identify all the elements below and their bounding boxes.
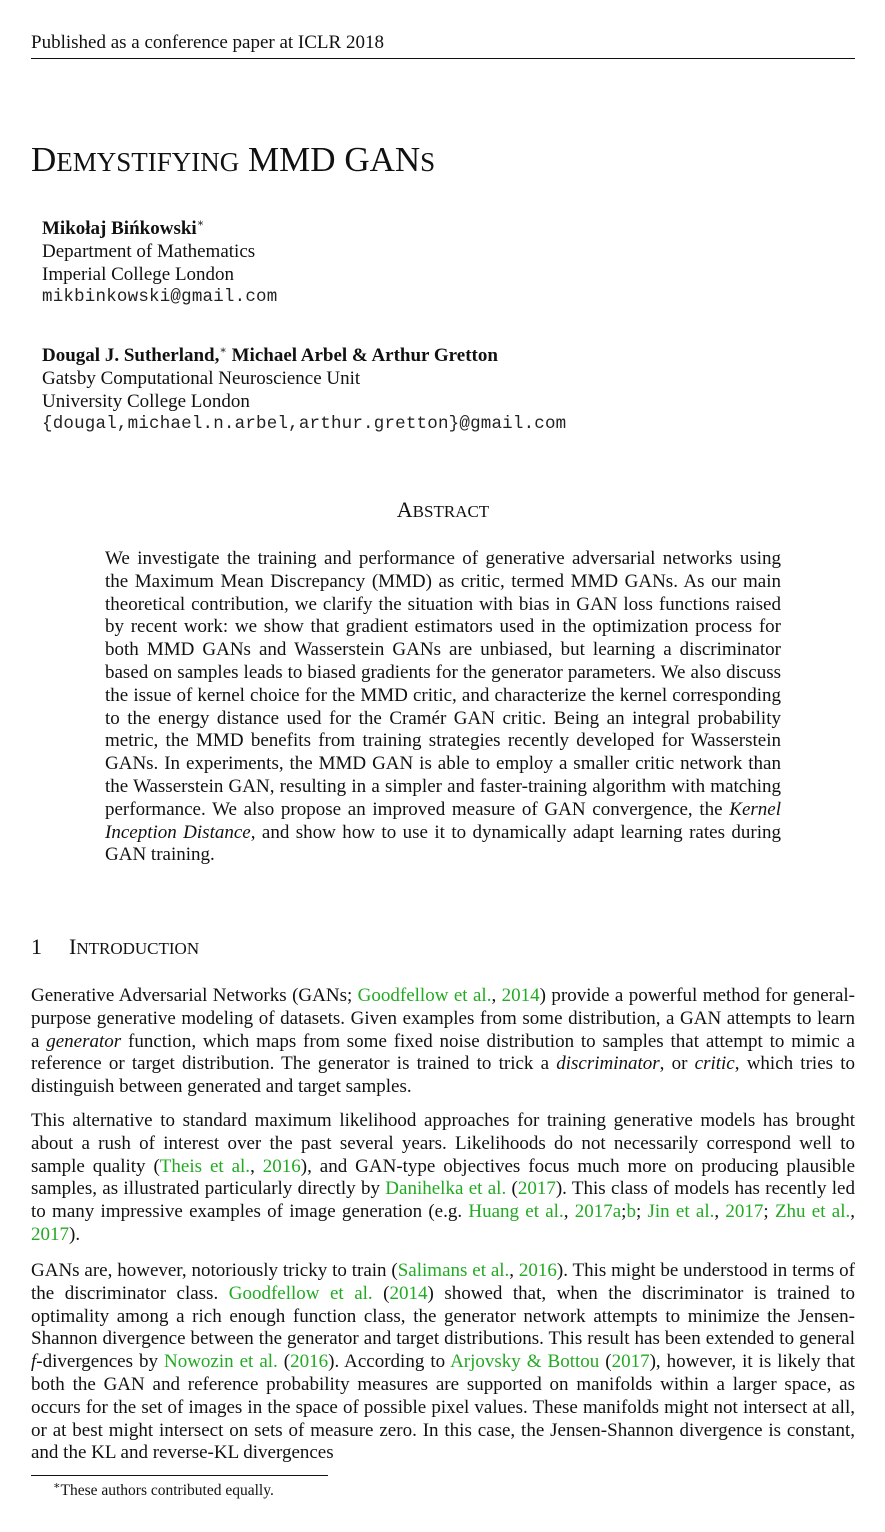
- citation-link[interactable]: 2016: [518, 1260, 557, 1281]
- text-span: (: [599, 1351, 612, 1373]
- abstract-span: , and show how to use it to dynamically adapt learning rates during GAN training.: [105, 821, 781, 866]
- text-span: (: [506, 1178, 518, 1200]
- text-span: This alternative to standard maximum likelihood approaches for training generative models has brought about a rush of interest over the past several years. Likelihoods do not necessarily correspond well to sample quality (: [31, 1110, 855, 1177]
- citation-link[interactable]: Salimans et al.: [397, 1260, 510, 1281]
- affiliation-line: Department of Mathematics: [42, 241, 256, 262]
- citation-link[interactable]: Goodfellow et al.: [228, 1282, 373, 1304]
- text-span: ;: [635, 1201, 648, 1223]
- author-email[interactable]: mikbinkowski@gmail.com: [42, 287, 278, 307]
- affiliation-line: Imperial College London: [42, 264, 235, 285]
- emphasis: discriminator: [556, 1053, 660, 1075]
- text-span: ). According to: [328, 1351, 451, 1373]
- citation-link[interactable]: 2017: [517, 1178, 556, 1200]
- footnote-rule: [31, 1475, 328, 1476]
- text-span: , or: [659, 1053, 695, 1075]
- affiliation-line: University College London: [42, 391, 250, 412]
- citation-link[interactable]: 2016: [290, 1351, 329, 1373]
- text-span: ). This class of models has recently led to many impressive examples of image generation (e.g.: [31, 1178, 855, 1223]
- emphasis: generator: [46, 1030, 122, 1052]
- text-span: ,: [250, 1155, 263, 1177]
- section-heading-introduction: [31, 933, 199, 963]
- text-span: ) showed that, when the discriminator is trained to optimality among a rich enough function class, the generator network attempts to minimize the Jensen-Shannon divergence between the generator and target distributions. This result has been extended to general: [31, 1282, 856, 1350]
- text-span: ). This might be understood in terms of the discriminator class.: [31, 1260, 855, 1304]
- text-span: function, which maps from some fixed noise distribution to samples that attempt to mimic a reference or target distribution. The generator is trained to trick a: [31, 1030, 855, 1075]
- citation-link[interactable]: Danihelka et al.: [385, 1178, 507, 1200]
- text-span: (: [277, 1351, 291, 1373]
- text-span: ,: [509, 1260, 519, 1281]
- intro-paragraph-1: [31, 985, 855, 1099]
- text-span: ).: [69, 1223, 81, 1245]
- citation-link[interactable]: 2017: [611, 1351, 650, 1373]
- section-heading-initial: I: [69, 934, 77, 959]
- emphasis: critic: [694, 1053, 735, 1075]
- citation-link[interactable]: Zhu et al.: [774, 1201, 851, 1223]
- text-span: (: [372, 1282, 390, 1304]
- citation-link[interactable]: Theis et al.: [159, 1155, 251, 1177]
- section-heading-rest: NTRODUCTION: [76, 939, 200, 958]
- author-email[interactable]: {dougal,michael.n.arbel,arthur.gretton}@gmail.com: [42, 414, 567, 434]
- section-number: 1: [31, 934, 42, 959]
- emphasis: f: [31, 1351, 37, 1373]
- citation-link[interactable]: 2017: [725, 1201, 764, 1223]
- citation-link[interactable]: 2017: [31, 1223, 69, 1245]
- citation-link[interactable]: Huang et al.: [468, 1201, 564, 1223]
- affiliation-line: Gatsby Computational Neuroscience Unit: [42, 368, 361, 389]
- text-span: ), however, it is likely that both the GAN and reference probability measures are supported on manifolds within a larger space, as occurs for the set of images in the space of possible pixel values. These manifolds might not intersect at all, or at best might intersect on sets of measure zero. In this case, the Jensen-Shannon divergence is constant, and the KL and reverse-KL divergences: [31, 1351, 856, 1464]
- citation-link[interactable]: 2017a: [574, 1201, 622, 1223]
- citation-link[interactable]: 2014: [389, 1282, 428, 1304]
- citation-link[interactable]: Nowozin et al.: [163, 1351, 278, 1373]
- footnote-text: These authors contributed equally.: [60, 1482, 274, 1499]
- author-name: Dougal J. Sutherland,: [42, 345, 220, 366]
- text-span: ,: [714, 1201, 726, 1223]
- citation-link[interactable]: Arjovsky & Bottou: [450, 1351, 600, 1373]
- paper-title: [31, 138, 435, 184]
- text-span: ;: [621, 1201, 627, 1223]
- footnote-mark: ∗: [53, 1479, 61, 1492]
- intro-paragraph-3: [31, 1260, 855, 1465]
- title-initial: D: [31, 140, 57, 179]
- author-block-1: [42, 217, 842, 309]
- author-mark: ∗: [219, 344, 227, 357]
- intro-paragraph-2: [31, 1110, 855, 1247]
- citation-link[interactable]: 2016: [262, 1155, 301, 1177]
- abstract-emphasis: Kernel Inception Distance: [105, 798, 781, 843]
- abstract-heading-rest: BSTRACT: [412, 502, 490, 521]
- citation-link[interactable]: Goodfellow et al.: [357, 985, 492, 1006]
- citation-link[interactable]: Jin et al.: [647, 1201, 715, 1223]
- text-span: ,: [850, 1201, 855, 1223]
- text-span: ,: [563, 1201, 575, 1223]
- running-head: Published as a conference paper at ICLR 2018: [31, 30, 855, 59]
- abstract-heading-initial: A: [396, 497, 413, 522]
- text-span: -divergences by: [36, 1351, 164, 1373]
- title-main: MMD GAN: [239, 140, 421, 179]
- citation-link[interactable]: 2014: [501, 985, 540, 1006]
- text-span: Generative Adversarial Networks (GANs;: [31, 985, 358, 1006]
- text-span: ,: [491, 985, 502, 1006]
- title-smallcaps: EMYSTIFYING: [56, 147, 240, 177]
- abstract-span: We investigate the training and performance of generative adversarial networks using the Maximum Mean Discrepancy (MMD) as critic, termed MMD GANs. As our main theoretical contribution, we clarify the situation with bias in GAN loss functions raised by recent work: we show that gradient estimators used in the optimization process for both MMD GANs and Wasserstein GANs are unbiased, but learning a discriminator based on samples leads to biased gradients for the generator parameters. We also discuss the issue of kernel choice for the MMD critic, and characterize the kernel corresponding to the energy distance used for the Cramér GAN critic. Being an integral probability metric, the MMD benefits from training strategies recently developed for Wasserstein GANs. In experiments, the MMD GAN is able to employ a smaller critic network than the Wasserstein GAN, resulting in a simpler and faster-training algorithm with matching performance. We also propose an improved measure of GAN convergence, the: [105, 548, 781, 820]
- author-name: Mikołaj Bińkowski: [42, 218, 197, 239]
- text-span: ) provide a powerful method for general-purpose generative modeling of datasets. Given examples from some distribution, a GAN attempts to learn a: [31, 985, 855, 1052]
- abstract-heading: [31, 496, 855, 526]
- author-names: Michael Arbel & Arthur Gretton: [226, 345, 498, 366]
- citation-link[interactable]: b: [626, 1201, 636, 1223]
- text-span: , which tries to distinguish between generated and target samples.: [31, 1053, 855, 1098]
- text-span: GANs are, however, notoriously tricky to train (: [31, 1260, 398, 1281]
- abstract-text: [105, 548, 781, 867]
- text-span: ;: [763, 1201, 775, 1223]
- author-mark: ∗: [196, 217, 205, 230]
- text-span: ), and GAN-type objectives focus much more on producing plausible samples, as illustrated particularly directly by: [31, 1155, 855, 1200]
- footnote: [53, 1481, 274, 1501]
- author-block-2: [42, 344, 842, 436]
- title-suffix: S: [420, 147, 436, 177]
